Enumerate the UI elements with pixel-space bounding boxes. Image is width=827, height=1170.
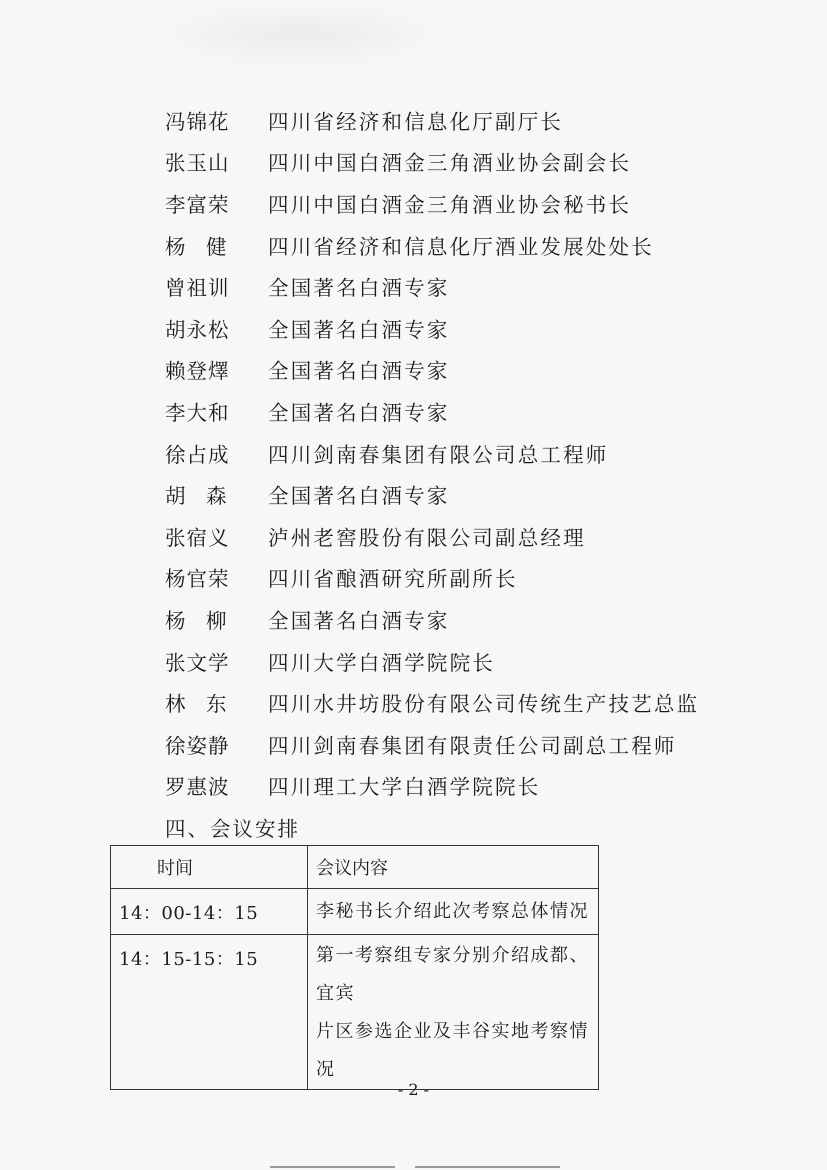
roster-row [165,265,699,307]
roster-row [165,515,699,557]
member-title: 四川大学白酒学院院长 [268,650,495,675]
member-title: 四川水井坊股份有限公司传统生产技艺总监 [268,692,700,717]
time-column-header: 时间 [111,846,308,889]
member-name: 杨 柳 [165,608,227,633]
roster-row [165,723,699,765]
member-title: 四川省酿酒研究所副所长 [268,567,518,592]
roster-row [165,99,699,141]
footer-divider [415,1166,560,1168]
roster-row [165,390,699,432]
member-name: 李大和 [165,400,230,425]
member-name: 胡 森 [165,484,227,509]
member-title: 泸州老窖股份有限公司副总经理 [268,525,586,550]
table-row [111,935,599,1090]
member-name: 李富荣 [165,192,230,217]
member-name: 冯锦花 [165,109,230,134]
member-title: 全国著名白酒专家 [268,359,450,384]
meeting-schedule-table [110,845,599,1090]
member-name: 张玉山 [165,151,230,176]
section-heading: 四、会议安排 [165,817,300,841]
content-line: 第一考察组专家分别介绍成都、宜宾 [316,945,589,1004]
member-title: 四川省经济和信息化厅酒业发展处处长 [268,234,654,259]
member-name: 张宿义 [165,525,230,550]
roster-row [165,224,699,266]
time-cell: 14：15-15：15 [111,935,308,1090]
roster-row [165,640,699,682]
member-name: 林 东 [165,692,227,717]
member-name: 徐姿静 [165,733,230,758]
roster-row [165,141,699,183]
expert-roster [165,99,699,806]
time-cell: 14：00-14：15 [111,889,308,935]
member-name: 罗惠波 [165,775,230,800]
member-name: 胡永松 [165,317,230,342]
table-row [111,889,599,935]
member-name: 杨官荣 [165,567,230,592]
roster-row [165,557,699,599]
member-title: 四川剑南春集团有限责任公司副总工程师 [268,733,677,758]
table-header-row [111,846,599,889]
member-name: 杨 健 [165,234,227,259]
scan-smudge [150,0,450,70]
content-column-header: 会议内容 [308,846,599,889]
roster-row [165,681,699,723]
content-line: 李秘书长介绍此次考察总体情况 [316,900,589,922]
content-cell [308,889,599,935]
member-title: 全国著名白酒专家 [268,400,450,425]
content-line: 片区参选企业及丰谷实地考察情况 [316,1021,589,1080]
member-title: 四川剑南春集团有限公司总工程师 [268,442,609,467]
roster-row [165,598,699,640]
member-title: 四川中国白酒金三角酒业协会秘书长 [268,192,632,217]
member-name: 赖登燡 [165,359,230,384]
member-name: 徐占成 [165,442,230,467]
member-title: 全国著名白酒专家 [268,276,450,301]
roster-row [165,349,699,391]
roster-row [165,765,699,807]
member-title: 四川理工大学白酒学院院长 [268,775,541,800]
member-title: 四川省经济和信息化厅副厅长 [268,109,564,134]
page-number: - 2 - [397,1080,430,1099]
roster-row [165,182,699,224]
member-name: 曾祖训 [165,276,230,301]
content-cell [308,935,599,1090]
member-title: 全国著名白酒专家 [268,317,450,342]
member-title: 全国著名白酒专家 [268,484,450,509]
roster-row [165,432,699,474]
member-name: 张文学 [165,650,230,675]
footer-divider [270,1166,395,1168]
member-title: 四川中国白酒金三角酒业协会副会长 [268,151,632,176]
member-title: 全国著名白酒专家 [268,608,450,633]
roster-row [165,307,699,349]
roster-row [165,473,699,515]
